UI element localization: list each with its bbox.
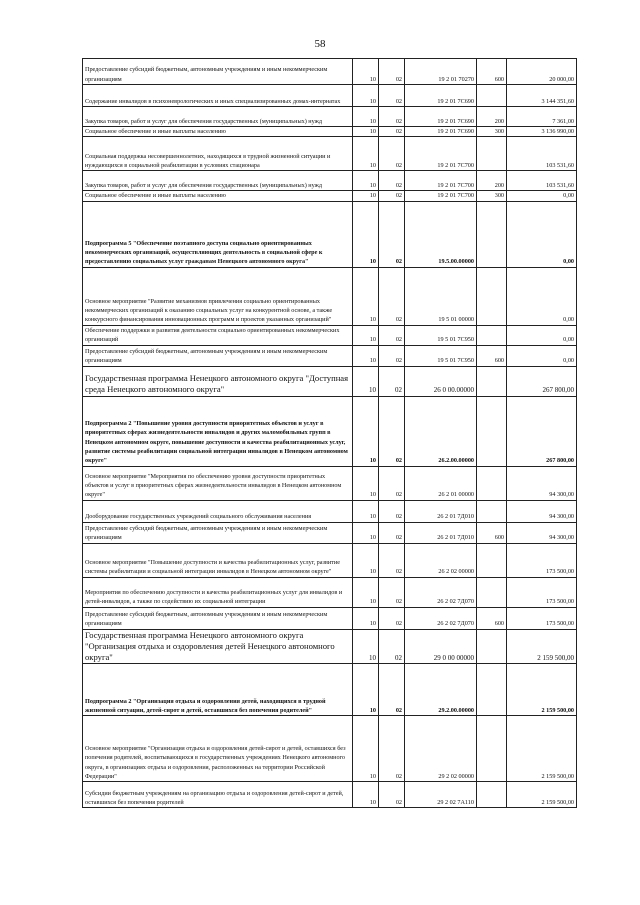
cell-csr: 19 5 01 00000 bbox=[405, 267, 477, 325]
cell-sub: 02 bbox=[379, 137, 405, 171]
cell-sum: 7 361,00 bbox=[507, 107, 577, 127]
cell-sub: 02 bbox=[379, 664, 405, 716]
cell-sec: 10 bbox=[353, 577, 379, 607]
cell-name: Закупка товаров, работ и услуг для обеспечения государственных (муниципальных) нужд bbox=[83, 171, 353, 191]
cell-name: Подпрограмма 5 "Обеспечение поэтапного доступа социально ориентированных некоммерческих организаций, осуществляющих деятельность в социальной сфере к предоставлению социальных услуг гражданам Ненецкого автономного округа" bbox=[83, 201, 353, 267]
cell-sub: 02 bbox=[379, 396, 405, 466]
cell-sec: 10 bbox=[353, 543, 379, 577]
cell-name: Основное мероприятие "Развитие механизмов привлечения социально ориентированных некоммерческих организаций к оказанию социальных услуг на конкурентной основе, а также конкурсного финансирования инновационных программ и проектов указанных организаций" bbox=[83, 267, 353, 325]
cell-name: Подпрограмма 2 "Повышение уровня доступности приоритетных объектов и услуг в приоритетных сферах жизнедеятельности инвалидов и других маломобильных групп в Ненецком автономном округе, повышение доступности и качества реабилитационных услуг, развитие системы реабилитации социальной интеграции инвалидов в Ненецком автономном округе" bbox=[83, 396, 353, 466]
cell-sub: 02 bbox=[379, 59, 405, 85]
budget-table-body bbox=[83, 59, 577, 808]
cell-sec: 10 bbox=[353, 500, 379, 522]
cell-sub: 02 bbox=[379, 629, 405, 664]
cell-vr bbox=[477, 716, 507, 782]
cell-sum: 103 531,60 bbox=[507, 137, 577, 171]
cell-sum: 2 159 500,00 bbox=[507, 664, 577, 716]
cell-name: Субсидии бюджетным учреждениям на организацию отдыха и оздоровления детей-сирот и детей, оставшихся без попечения родителей bbox=[83, 782, 353, 808]
cell-vr: 600 bbox=[477, 607, 507, 629]
table-row bbox=[83, 366, 577, 396]
cell-sub: 02 bbox=[379, 85, 405, 107]
cell-sub: 02 bbox=[379, 543, 405, 577]
cell-csr: 19 2 01 7С700 bbox=[405, 171, 477, 191]
table-row bbox=[83, 607, 577, 629]
cell-sum: 267 800,00 bbox=[507, 366, 577, 396]
cell-name: Предоставление субсидий бюджетным, автономным учреждениям и иным некоммерческим организациям bbox=[83, 345, 353, 366]
table-row bbox=[83, 325, 577, 345]
cell-sub: 02 bbox=[379, 522, 405, 543]
cell-csr: 26 2 02 7Д070 bbox=[405, 607, 477, 629]
cell-sec: 10 bbox=[353, 782, 379, 808]
cell-name: Основное мероприятие "Организация отдыха и оздоровления детей-сирот и детей, оставшихся без попечения родителей, воспитывающихся в государственных учреждениях Ненецкого автономного округа, в организациях отдыха и оздоровления, расположенных на территории Российской Федерации" bbox=[83, 716, 353, 782]
cell-vr bbox=[477, 500, 507, 522]
cell-csr: 19 2 01 7С690 bbox=[405, 85, 477, 107]
cell-sum: 2 159 500,00 bbox=[507, 782, 577, 808]
cell-sub: 02 bbox=[379, 577, 405, 607]
cell-sub: 02 bbox=[379, 345, 405, 366]
cell-vr: 600 bbox=[477, 59, 507, 85]
cell-name: Мероприятия по обеспечению доступности и качества реабилитационных услуг для инвалидов и детей-инвалидов, а также по содействию их социальной интеграции bbox=[83, 577, 353, 607]
cell-vr bbox=[477, 466, 507, 500]
cell-name: Государственная программа Ненецкого автономного округа "Организация отдыха и оздоровления детей Ненецкого автономного округа" bbox=[83, 629, 353, 664]
cell-sub: 02 bbox=[379, 500, 405, 522]
cell-csr: 29 0 00 00000 bbox=[405, 629, 477, 664]
cell-sum: 0,00 bbox=[507, 345, 577, 366]
cell-sum: 94 300,00 bbox=[507, 466, 577, 500]
cell-name: Социальное обеспечение и иные выплаты населению bbox=[83, 191, 353, 201]
table-row bbox=[83, 201, 577, 267]
cell-sum: 2 159 500,00 bbox=[507, 629, 577, 664]
cell-sec: 10 bbox=[353, 191, 379, 201]
cell-vr bbox=[477, 396, 507, 466]
cell-sub: 02 bbox=[379, 127, 405, 137]
table-row bbox=[83, 782, 577, 808]
cell-vr: 600 bbox=[477, 522, 507, 543]
table-row bbox=[83, 127, 577, 137]
cell-name: Предоставление субсидий бюджетным, автономным учреждениям и иным некоммерческим организациям bbox=[83, 522, 353, 543]
cell-sum: 103 531,60 bbox=[507, 171, 577, 191]
table-row bbox=[83, 171, 577, 191]
cell-name: Предоставление субсидий бюджетным, автономным учреждениям и иным некоммерческим организациям bbox=[83, 59, 353, 85]
cell-vr: 300 bbox=[477, 127, 507, 137]
cell-name: Основное мероприятие "Повышение доступности и качества реабилитационных услуг, развитие системы реабилитации и социальной интеграции инвалидов в Ненецком автономном округе" bbox=[83, 543, 353, 577]
table-row bbox=[83, 577, 577, 607]
cell-vr: 200 bbox=[477, 107, 507, 127]
cell-sum: 94 300,00 bbox=[507, 522, 577, 543]
cell-csr: 19 2 01 7С690 bbox=[405, 107, 477, 127]
table-row bbox=[83, 191, 577, 201]
cell-sub: 02 bbox=[379, 466, 405, 500]
cell-sec: 10 bbox=[353, 345, 379, 366]
cell-sec: 10 bbox=[353, 466, 379, 500]
budget-table bbox=[82, 58, 577, 808]
cell-sum: 0,00 bbox=[507, 325, 577, 345]
cell-sum: 0,00 bbox=[507, 201, 577, 267]
cell-sec: 10 bbox=[353, 325, 379, 345]
table-row bbox=[83, 107, 577, 127]
cell-sec: 10 bbox=[353, 201, 379, 267]
cell-name: Социальная поддержка несовершеннолетних, находящихся в трудной жизненной ситуации и нуждающихся в социальной реабилитации в условиях стационара bbox=[83, 137, 353, 171]
cell-name: Предоставление субсидий бюджетным, автономным учреждениям и иным некоммерческим организациям bbox=[83, 607, 353, 629]
table-row bbox=[83, 345, 577, 366]
cell-vr: 300 bbox=[477, 191, 507, 201]
cell-sec: 10 bbox=[353, 85, 379, 107]
cell-name: Подпрограмма 2 "Организация отдыха и оздоровления детей, находящихся в трудной жизненной ситуации, детей-сирот и детей, оставшихся без попечения родителей" bbox=[83, 664, 353, 716]
cell-csr: 29.2.00.00000 bbox=[405, 664, 477, 716]
cell-csr: 19 5 01 7С950 bbox=[405, 345, 477, 366]
cell-vr bbox=[477, 137, 507, 171]
cell-sub: 02 bbox=[379, 107, 405, 127]
cell-sec: 10 bbox=[353, 267, 379, 325]
cell-vr bbox=[477, 85, 507, 107]
cell-name: Содержание инвалидов в психоневрологических и иных специализированных домах-интернатах bbox=[83, 85, 353, 107]
cell-sec: 10 bbox=[353, 59, 379, 85]
cell-sum: 3 144 351,60 bbox=[507, 85, 577, 107]
page-number: 58 bbox=[314, 38, 326, 50]
table-row bbox=[83, 267, 577, 325]
cell-csr: 29 2 02 7А110 bbox=[405, 782, 477, 808]
cell-csr: 19 5 01 7С950 bbox=[405, 325, 477, 345]
cell-csr: 26 0 00.00000 bbox=[405, 366, 477, 396]
cell-sub: 02 bbox=[379, 607, 405, 629]
cell-csr: 26 2 02 00000 bbox=[405, 543, 477, 577]
cell-csr: 19.5.00.00000 bbox=[405, 201, 477, 267]
cell-sec: 10 bbox=[353, 137, 379, 171]
cell-name: Дооборудование государственных учреждений социального обслуживания населения bbox=[83, 500, 353, 522]
cell-vr bbox=[477, 201, 507, 267]
table-row bbox=[83, 396, 577, 466]
cell-csr: 19 2 01 7С700 bbox=[405, 137, 477, 171]
cell-sum: 0,00 bbox=[507, 191, 577, 201]
cell-vr bbox=[477, 325, 507, 345]
cell-sec: 10 bbox=[353, 396, 379, 466]
cell-sec: 10 bbox=[353, 107, 379, 127]
table-row bbox=[83, 629, 577, 664]
cell-vr bbox=[477, 577, 507, 607]
cell-sec: 10 bbox=[353, 629, 379, 664]
cell-csr: 19 2 01 7С690 bbox=[405, 127, 477, 137]
cell-name: Основное мероприятие "Мероприятия по обеспечению уровня доступности приоритетных объектов и услуг в приоритетных сферах жизнедеятельности инвалидов в Ненецком автономном округе" bbox=[83, 466, 353, 500]
cell-sub: 02 bbox=[379, 267, 405, 325]
cell-vr bbox=[477, 782, 507, 808]
cell-vr bbox=[477, 366, 507, 396]
cell-sum: 0,00 bbox=[507, 267, 577, 325]
cell-sum: 20 000,00 bbox=[507, 59, 577, 85]
cell-sec: 10 bbox=[353, 716, 379, 782]
cell-vr: 600 bbox=[477, 345, 507, 366]
cell-sub: 02 bbox=[379, 716, 405, 782]
cell-sum: 3 136 990,00 bbox=[507, 127, 577, 137]
table-row bbox=[83, 664, 577, 716]
cell-sum: 267 800,00 bbox=[507, 396, 577, 466]
cell-vr bbox=[477, 543, 507, 577]
cell-sum: 2 159 500,00 bbox=[507, 716, 577, 782]
cell-sec: 10 bbox=[353, 171, 379, 191]
cell-sum: 173 500,00 bbox=[507, 577, 577, 607]
cell-sec: 10 bbox=[353, 664, 379, 716]
cell-sum: 173 500,00 bbox=[507, 543, 577, 577]
cell-sec: 10 bbox=[353, 366, 379, 396]
cell-name: Социальное обеспечение и иные выплаты населению bbox=[83, 127, 353, 137]
cell-name: Закупка товаров, работ и услуг для обеспечения государственных (муниципальных) нужд bbox=[83, 107, 353, 127]
cell-csr: 26 2 01 7Д010 bbox=[405, 522, 477, 543]
cell-csr: 26 2 02 7Д070 bbox=[405, 577, 477, 607]
cell-sec: 10 bbox=[353, 127, 379, 137]
cell-csr: 29 2 02 00000 bbox=[405, 716, 477, 782]
table-row bbox=[83, 466, 577, 500]
cell-sub: 02 bbox=[379, 366, 405, 396]
cell-sec: 10 bbox=[353, 522, 379, 543]
cell-name: Государственная программа Ненецкого автономного округа "Доступная среда Ненецкого автономного округа" bbox=[83, 366, 353, 396]
table-row bbox=[83, 716, 577, 782]
cell-sub: 02 bbox=[379, 325, 405, 345]
table-row bbox=[83, 543, 577, 577]
cell-sum: 94 300,00 bbox=[507, 500, 577, 522]
cell-csr: 19 2 01 70270 bbox=[405, 59, 477, 85]
cell-sub: 02 bbox=[379, 201, 405, 267]
cell-sum: 173 500,00 bbox=[507, 607, 577, 629]
table-row bbox=[83, 85, 577, 107]
cell-name: Обеспечение поддержки и развития деятельности социально ориентированных некоммерческих организаций bbox=[83, 325, 353, 345]
cell-sec: 10 bbox=[353, 607, 379, 629]
cell-csr: 26 2 01 00000 bbox=[405, 466, 477, 500]
cell-vr bbox=[477, 267, 507, 325]
cell-sub: 02 bbox=[379, 171, 405, 191]
cell-vr: 200 bbox=[477, 171, 507, 191]
cell-csr: 19 2 01 7С700 bbox=[405, 191, 477, 201]
cell-sub: 02 bbox=[379, 191, 405, 201]
table-row bbox=[83, 522, 577, 543]
table-row bbox=[83, 137, 577, 171]
cell-sub: 02 bbox=[379, 782, 405, 808]
cell-vr bbox=[477, 629, 507, 664]
table-row bbox=[83, 59, 577, 85]
table-row bbox=[83, 500, 577, 522]
cell-csr: 26 2 01 7Д010 bbox=[405, 500, 477, 522]
cell-csr: 26.2.00.00000 bbox=[405, 396, 477, 466]
cell-vr bbox=[477, 664, 507, 716]
